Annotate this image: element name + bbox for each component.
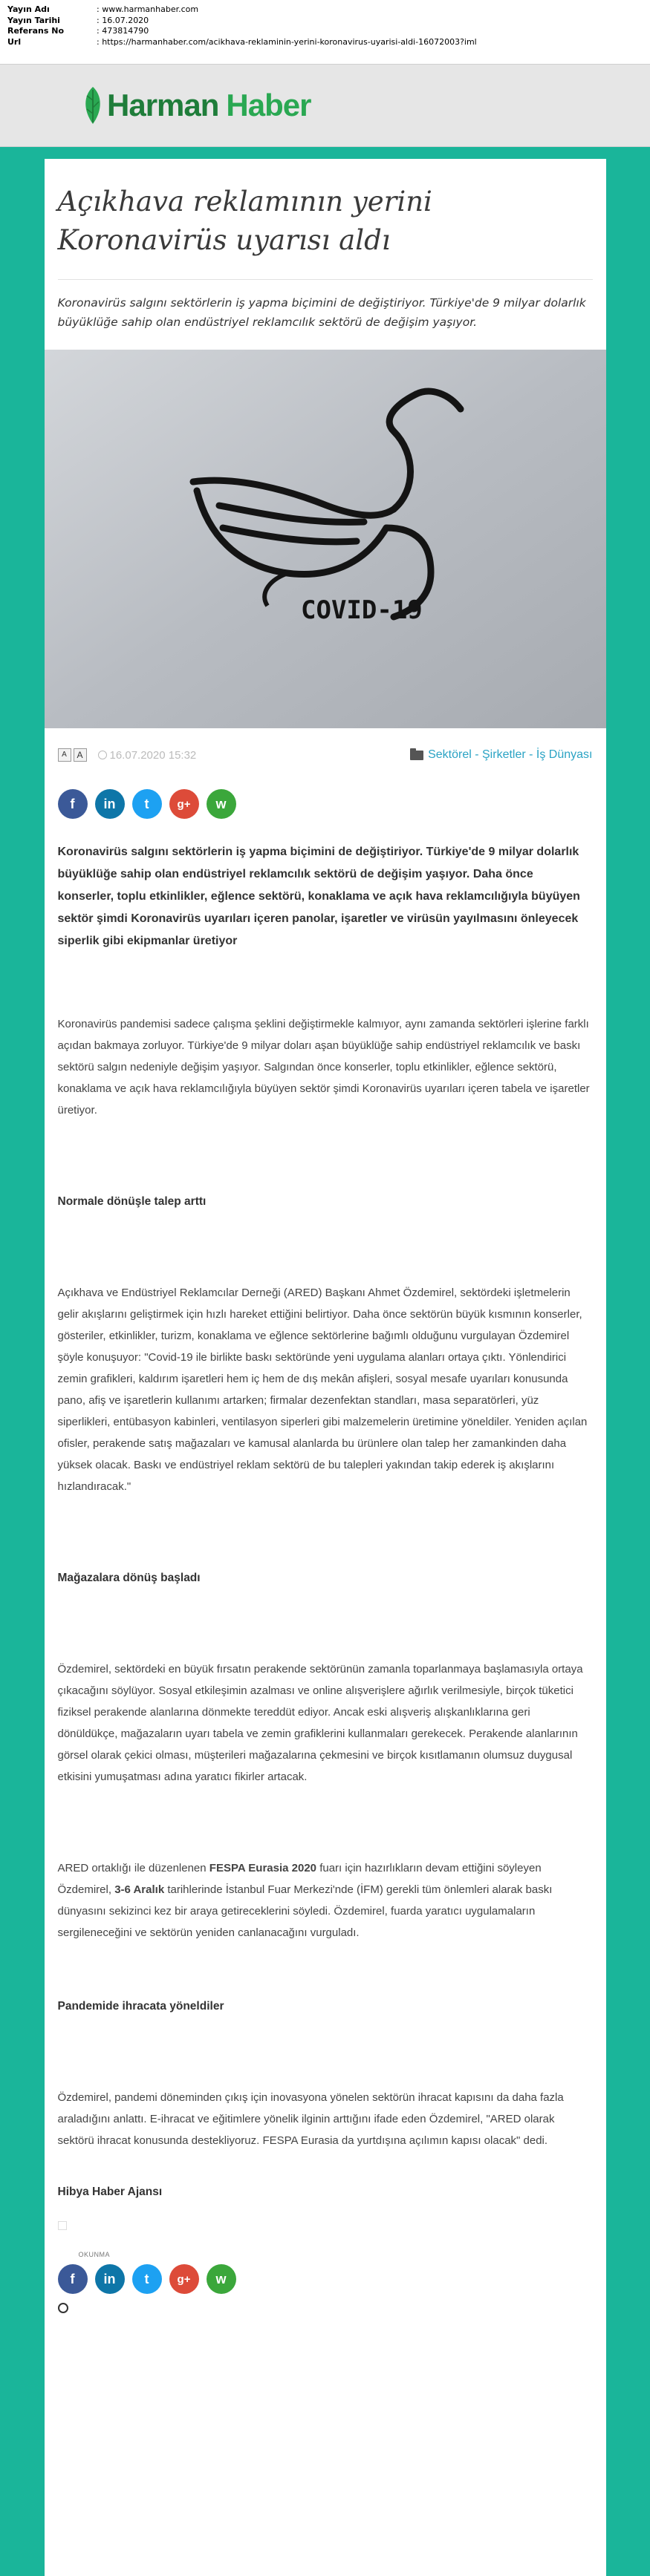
logo-text-harman: Harman xyxy=(107,88,219,122)
site-logo[interactable] xyxy=(80,85,311,125)
meta-row xyxy=(7,4,643,16)
publish-date xyxy=(98,749,197,762)
twitter-share-button[interactable]: t xyxy=(132,2264,162,2294)
view-count xyxy=(45,2294,606,2313)
site-header xyxy=(0,64,650,147)
covid-mask-illustration xyxy=(45,350,606,728)
linkedin-share-button[interactable]: in xyxy=(95,789,125,819)
meta-row xyxy=(7,26,643,37)
article-body xyxy=(45,952,606,2151)
article-title: Açıkhava reklamının yerini Koronavirüs uyarısı aldı xyxy=(57,186,432,256)
meta-row xyxy=(7,16,643,27)
article-paragraph xyxy=(58,1857,593,1944)
covid-19-label: COVID-19 xyxy=(300,595,423,625)
clock-icon xyxy=(58,2303,68,2313)
facebook-share-button[interactable]: f xyxy=(58,2264,88,2294)
logo-text-haber: Haber xyxy=(226,88,311,122)
article-paragraph: Özdemirel, pandemi döneminden çıkış için inovasyona yönelen sektörün ihracat kapısını da daha fazla araladığını anlattı. E-ihracat ve eğitimlere yönelik ilginin arttığını ifade eden Özdemirel, "ARED olarak sektörü ihracat konusunda destekliyoruz. FESPA Eurasia da yurtdışına açılımın kapısı olacak" dedi. xyxy=(57,2091,564,2147)
article-paragraph: Açıkhava ve Endüstriyel Reklamcılar Derneği (ARED) Başkanı Ahmet Özdemirel, sektördeki işletmelerin gelir akışlarını geliştirmek için hızlı hareket ettiğini belirtiyor. Daha önce sektörün büyük kısmının konserler, gösteriler, etkinlikler, turizm, konaklama ve eğlence sektörlerine bağımlı olduğunu vurgulayan Özdemirel şöyle konuşuyor: "Covid-19 ile birlikte baskı sektöründe yeni uygulama alanları ortaya çıktı. Yönlendirici zemin grafikleri, kaldırım işaretleri hem iç hem de dış mekân afişleri, sosyal mesafe uyarıları konusunda pano, afiş ve işaretlerin kullanımı artarken; firmalar dezenfektan standları, masa separatörleri, yüz siperlikleri, entübasyon kabinleri, ventilasyon siperleri gibi malzemelerin üretimine yöneldiler. Yeniden açılan ofisler, perakende satış mağazaları ve kamusal alanlarda bu ürünlere olan talep her zamankinden daha yüksek olacak. Baskı ve endüstriyel reklam sektörü de bu talepleri yakından takip ederek iş akışlarını hızlandıracak." xyxy=(57,1287,588,1493)
meta-value: : https://harmanhaber.com/acikhava-reklaminin-yerini-koronavirus-uyarisi-aldi-16072003?iml xyxy=(97,36,477,47)
whatsapp-share-button[interactable]: w xyxy=(207,789,236,819)
share-bar-top xyxy=(45,768,606,819)
paragraph-text: fuarı için hazırlıkların devam ettiğini söyleyen Özdemirel, xyxy=(57,1862,542,1896)
whatsapp-share-button[interactable]: w xyxy=(207,2264,236,2294)
page-background xyxy=(0,147,650,2576)
category-links[interactable]: Sektörel - Şirketler - İş Dünyası xyxy=(428,748,593,761)
section-heading: Normale dönüşle talep arttı xyxy=(57,1195,207,1208)
share-bar-bottom xyxy=(45,2258,606,2294)
paragraph-text: tarihlerinde İstanbul Fuar Merkezi'nde (İFM) gerekli tüm önlemleri alarak baskı dünyasını sekizinci kez bir araya getireceklerini söyledi. Özdemirel, fuarda yaratıcı uygulamaların sergileneceğini ve sektörün yeniden canlanacağını vurguladı. xyxy=(57,1883,553,1939)
meta-value: : 16.07.2020 xyxy=(97,15,149,25)
article-infobar xyxy=(45,728,606,768)
meta-row xyxy=(7,37,643,48)
section-heading: Pandemide ihracata yöneldiler xyxy=(57,2000,224,2013)
event-dates: 3-6 Aralık xyxy=(114,1883,165,1896)
meta-value: : www.harmanhaber.com xyxy=(97,4,199,14)
leaf-icon xyxy=(80,85,105,125)
google-plus-share-button[interactable]: g+ xyxy=(169,2264,199,2294)
meta-value: : 473814790 xyxy=(97,26,149,36)
article-image xyxy=(45,350,606,728)
paragraph-text: ARED ortaklığı ile düzenlenen xyxy=(57,1862,209,1874)
meta-key: Referans No xyxy=(7,26,64,36)
section-heading: Mağazalara dönüş başladı xyxy=(57,1572,201,1584)
article-card xyxy=(45,159,606,2576)
article-spot: Koronavirüs salgını sektörlerin iş yapma biçimini de değiştiriyor. Türkiye'de 9 milyar dolarlık büyüklüğe sahip olan endüstriyel reklamcılık sektörü de değişim yaşıyor. xyxy=(58,279,593,332)
news-agency: Hibya Haber Ajansı xyxy=(57,2186,163,2198)
placeholder-checkbox xyxy=(58,2221,67,2230)
twitter-share-button[interactable]: t xyxy=(132,789,162,819)
font-increase-button[interactable]: A xyxy=(74,748,87,762)
linkedin-share-button[interactable]: in xyxy=(95,2264,125,2294)
meta-key: Yayın Adı xyxy=(7,4,50,14)
google-plus-share-button[interactable]: g+ xyxy=(169,789,199,819)
article-paragraph: Özdemirel, sektördeki en büyük fırsatın perakende sektörünün zamanla toparlanmaya başlamasıyla ortaya çıkacağını söylüyor. Sosyal etkileşimin azalması ve online alışverişlere ağırlık verilmesiyle, birçok tüketici fiziksel perakende alanlarına dönmekte tereddüt ediyor. Ancak eski alışveriş alışkanlıklarına geri dönüldükçe, mağazaların uyarı tabela ve zemin grafiklerini kullanmaları gerekecek. Perakende alanlarının görsel olarak çekici olması, müşterileri mağazalarına çekmesini ve birçok kısıtlamanın olumsuz duygusal etkisini yumuşatması adına yaratıcı fikirler artacak. xyxy=(57,1663,583,1783)
event-name: FESPA Eurasia 2020 xyxy=(209,1862,317,1874)
article-paragraph: Koronavirüs pandemisi sadece çalışma şeklini değiştirmekle kalmıyor, aynı zamanda sektörleri işlerine farklı açıdan bakmaya zorluyor. Türkiye'de 9 milyar doları aşan büyüklüğe sahip endüstriyel reklamcılık ve baskı sektörü salgın nedeniyle değişim yaşıyor. Salgından önce konserler, toplu etkinlikler, eğlence sektörü, konaklama ve açık hava reklamcılığıyla büyüyen sektör şimdi Koronavirüs uyarıları içeren tabela ve işaretler üretiyor. xyxy=(57,1018,590,1117)
facebook-share-button[interactable]: f xyxy=(58,789,88,819)
meta-key: Url xyxy=(7,36,22,47)
font-decrease-button[interactable]: A xyxy=(58,748,71,762)
article-lead: Koronavirüs salgını sektörlerin iş yapma biçimini de değiştiriyor. Türkiye'de 9 milyar dolarlık büyüklüğe sahip olan endüstriyel reklamcılık sektörü de değişim yaşıyor. Daha önce konserler, toplu etkinlikler, eğlence sektörü, konaklama ve açık hava reklamcılığıyla büyüyen sektör şimdi Koronavirüs uyarıları içeren panolar, işaretler ve virüsün yayılmasını önleyecek siperlik gibi ekipmanlar üretiyor xyxy=(57,846,580,947)
read-count-label: OKUNMA xyxy=(78,2251,111,2258)
category-breadcrumb[interactable] xyxy=(410,748,592,762)
meta-key: Yayın Tarihi xyxy=(7,15,60,25)
folder-icon xyxy=(410,751,423,760)
clock-icon xyxy=(98,751,107,759)
publish-date-text: 16.07.2020 15:32 xyxy=(109,748,197,762)
document-metadata xyxy=(0,0,650,64)
